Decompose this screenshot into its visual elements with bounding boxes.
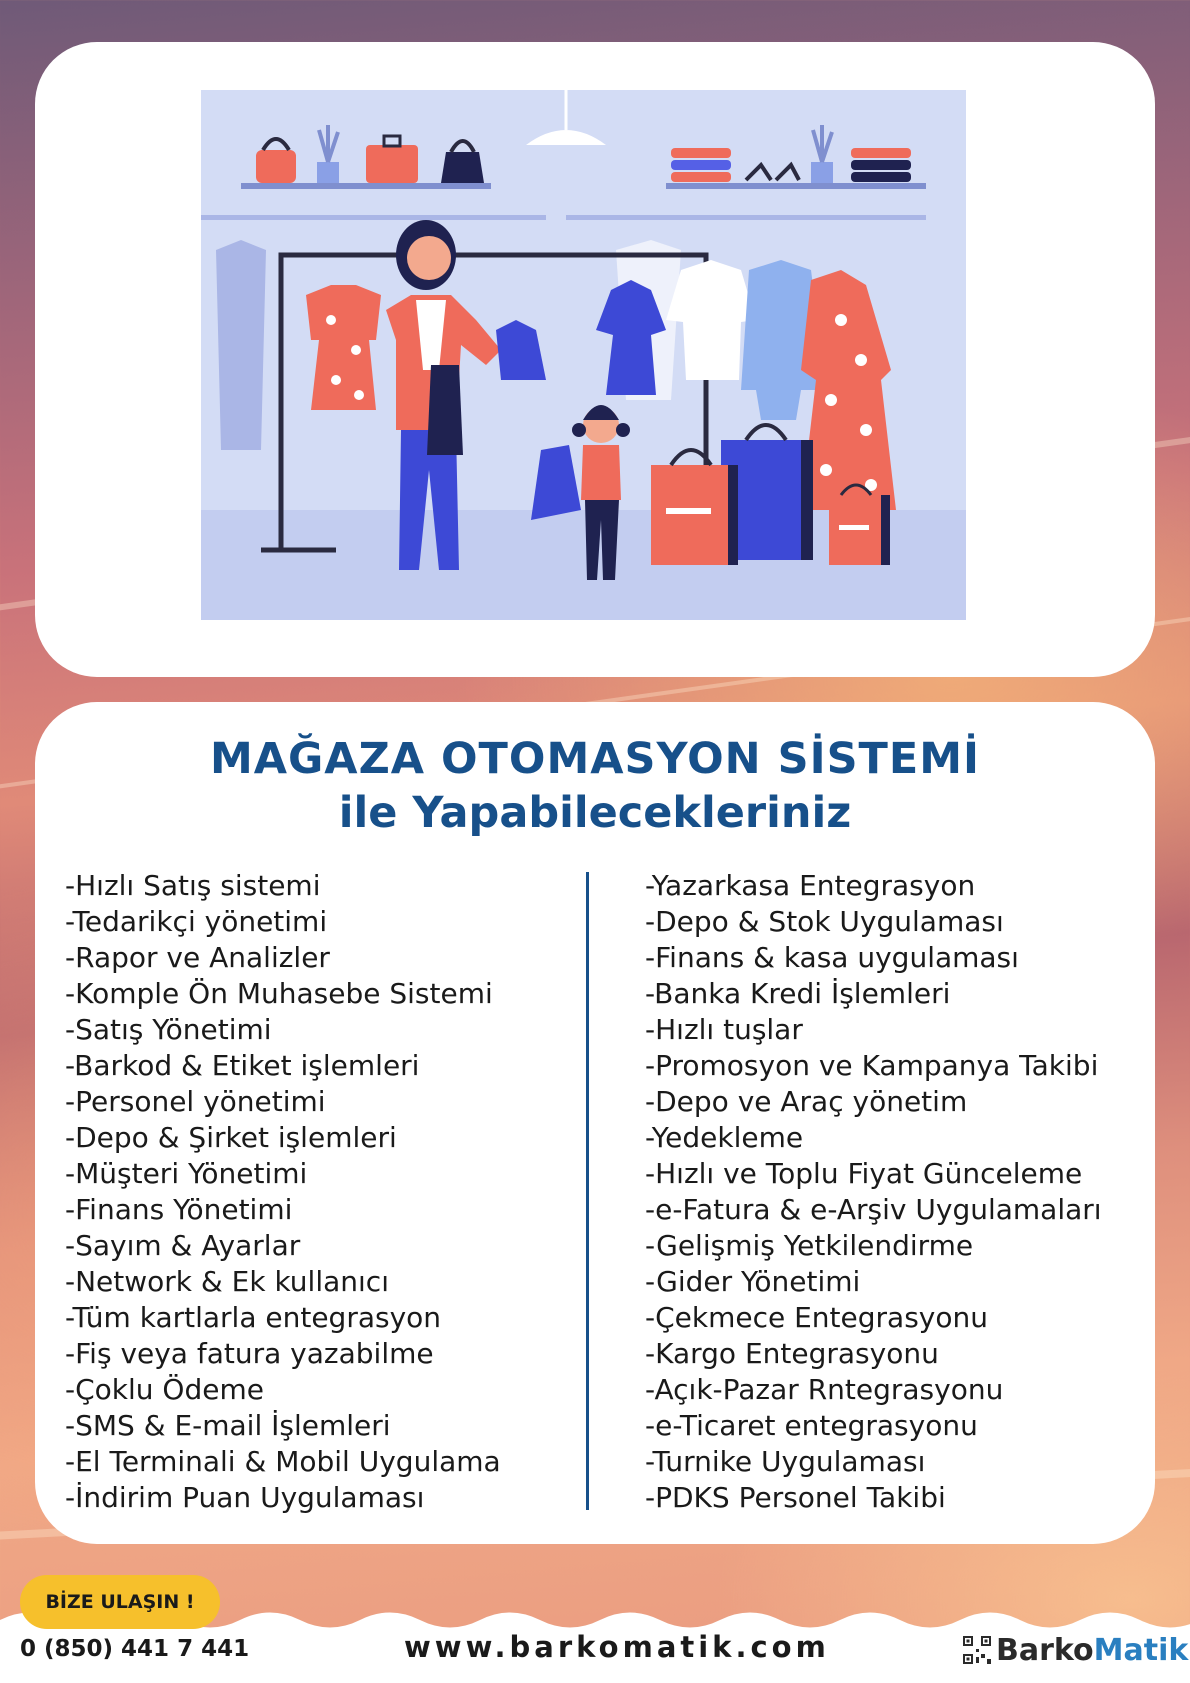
list-item: -Turnike Uygulaması xyxy=(645,1445,926,1478)
list-item: -Yazarkasa Entegrasyon xyxy=(645,869,976,902)
list-item: -Depo & Stok Uygulaması xyxy=(645,905,1004,938)
list-item: -İndirim Puan Uygulaması xyxy=(65,1481,425,1514)
phone-number[interactable]: 0 (850) 441 7 441 xyxy=(20,1636,250,1662)
list-item: -Sayım & Ayarlar xyxy=(65,1229,301,1262)
list-item: -Personel yönetimi xyxy=(65,1085,326,1118)
list-item: -Çekmece Entegrasyonu xyxy=(645,1301,988,1334)
list-item: -Komple Ön Muhasebe Sistemi xyxy=(65,977,493,1010)
list-item: -Gelişmiş Yetkilendirme xyxy=(645,1229,974,1262)
logo-text-barko: Barko xyxy=(996,1632,1094,1668)
list-item: -Müşteri Yönetimi xyxy=(65,1157,308,1190)
list-item: -Yedekleme xyxy=(645,1121,804,1154)
list-item: -Barkod & Etiket işlemleri xyxy=(65,1049,420,1082)
features-list-left xyxy=(65,868,501,1516)
list-item: -SMS & E-mail İşlemleri xyxy=(65,1409,391,1442)
features-list-right xyxy=(645,868,1102,1516)
list-item: -e-Ticaret entegrasyonu xyxy=(645,1409,978,1442)
list-item: -Açık-Pazar Rntegrasyonu xyxy=(645,1373,1004,1406)
column-divider xyxy=(586,872,589,1510)
list-item: -Depo & Şirket işlemleri xyxy=(65,1121,397,1154)
list-item: -Fiş veya fatura yazabilme xyxy=(65,1337,434,1370)
list-item: -Tedarikçi yönetimi xyxy=(65,905,328,938)
list-item: -Çoklu Ödeme xyxy=(65,1373,264,1406)
list-item: -Hızlı tuşlar xyxy=(645,1013,803,1046)
list-item: -PDKS Personel Takibi xyxy=(645,1481,946,1514)
list-item: -Satış Yönetimi xyxy=(65,1013,272,1046)
list-item: -Depo ve Araç yönetim xyxy=(645,1085,968,1118)
website-link[interactable]: www.barkomatik.com xyxy=(404,1630,830,1664)
list-item: -Finans Yönetimi xyxy=(65,1193,293,1226)
list-item: -Network & Ek kullanıcı xyxy=(65,1265,389,1298)
page-subtitle: ile Yapabilecekleriniz xyxy=(338,788,852,838)
illustration-card xyxy=(35,42,1155,677)
list-item: -Hızlı ve Toplu Fiyat Günceleme xyxy=(645,1157,1083,1190)
list-item: -Banka Kredi İşlemleri xyxy=(645,977,951,1010)
logo-text-matik: Matik xyxy=(1093,1632,1189,1668)
list-item: -Rapor ve Analizler xyxy=(65,941,330,974)
clothing-store-illustration xyxy=(201,90,966,620)
qr-code-icon xyxy=(962,1635,992,1665)
list-item: -Hızlı Satış sistemi xyxy=(65,869,321,902)
list-item: -Kargo Entegrasyonu xyxy=(645,1337,939,1370)
list-item: -Tüm kartlarla entegrasyon xyxy=(65,1301,442,1334)
list-item: -Finans & kasa uygulaması xyxy=(645,941,1019,974)
list-item: -El Terminali & Mobil Uygulama xyxy=(65,1445,501,1478)
list-item: -Promosyon ve Kampanya Takibi xyxy=(645,1049,1099,1082)
contact-us-button[interactable]: BİZE ULAŞIN ! xyxy=(20,1575,220,1629)
list-item: -Gider Yönetimi xyxy=(645,1265,861,1298)
brand-logo xyxy=(962,1630,1188,1670)
list-item: -e-Fatura & e-Arşiv Uygulamaları xyxy=(645,1193,1102,1226)
page-title: MAĞAZA OTOMASYON SİSTEMİ xyxy=(209,734,981,784)
features-card xyxy=(35,702,1155,1544)
